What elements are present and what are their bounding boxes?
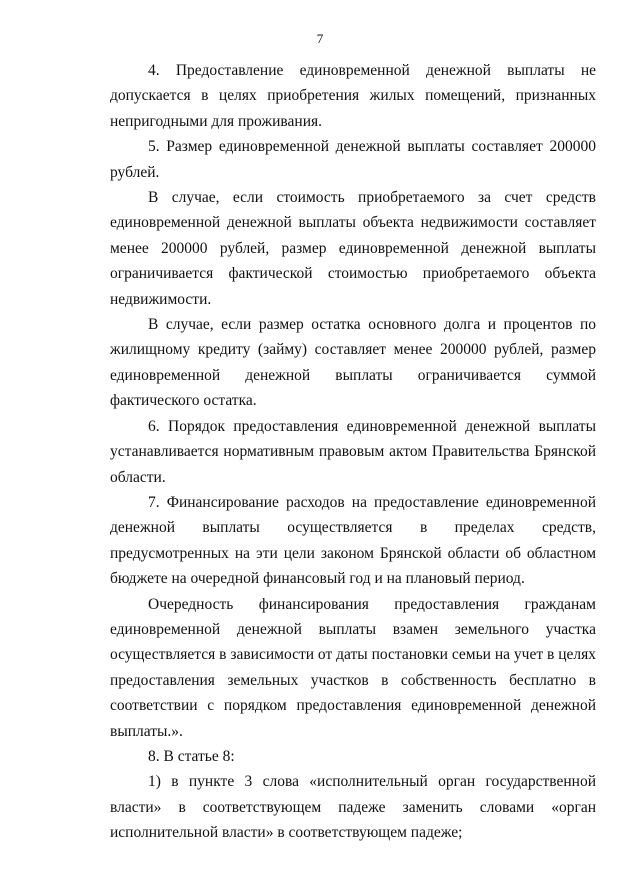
page-number: 7 — [316, 31, 324, 46]
paragraph-article-8: 8. В статье 8: — [148, 747, 235, 765]
paragraph-funding-order: Очередность финансирования предоставления гражданам единовременной денежной выплаты взамен земельного участка осуществляется в зависимости от даты постановки семьи на учет в целях предоставления земельных участков в собственность бесплатно в соответствии с порядком предоставления единовременной денежной выплаты.». — [110, 595, 596, 740]
paragraph-item-4: 4. Предоставление единовременной денежной выплаты не допускается в целях приобретения жилых помещений, признанных непригодными для проживания. — [110, 62, 596, 130]
paragraph-item-7: 7. Финансирование расходов на предоставление единовременной денежной выплаты осуществляется в пределах средств, предусмотренных на эти цели законом Брянской области об областном бюджете на очередной финансовый год и на плановый период. — [110, 493, 596, 588]
paragraph-cost-limit: В случае, если стоимость приобретаемого за счет средств единовременной денежной выплаты объекта недвижимости составляет менее 200000 рублей, размер единовременной денежной выплаты ограничивается фактической стоимостью приобретаемого объекта недвижимости. — [110, 189, 596, 308]
paragraph-item-5: 5. Размер единовременной денежной выплаты составляет 200000 рублей. — [110, 138, 596, 181]
paragraph-item-6: 6. Порядок предоставления единовременной денежной выплаты устанавливается нормативным правовым актом Правительства Брянской области. — [110, 417, 596, 486]
document-body — [110, 58, 596, 846]
paragraph-article-8-point-1: 1) в пункте 3 слова «исполнительный орган государственной власти» в соответствующем падеже заменить словами «орган исполнительной власти» в соответствующем падеже; — [110, 773, 596, 842]
paragraph-debt-limit: В случае, если размер остатка основного долга и процентов по жилищному кредиту (займу) составляет менее 200000 рублей, размер единовременной денежной выплаты ограничивается суммой фактического остатка. — [110, 316, 596, 410]
